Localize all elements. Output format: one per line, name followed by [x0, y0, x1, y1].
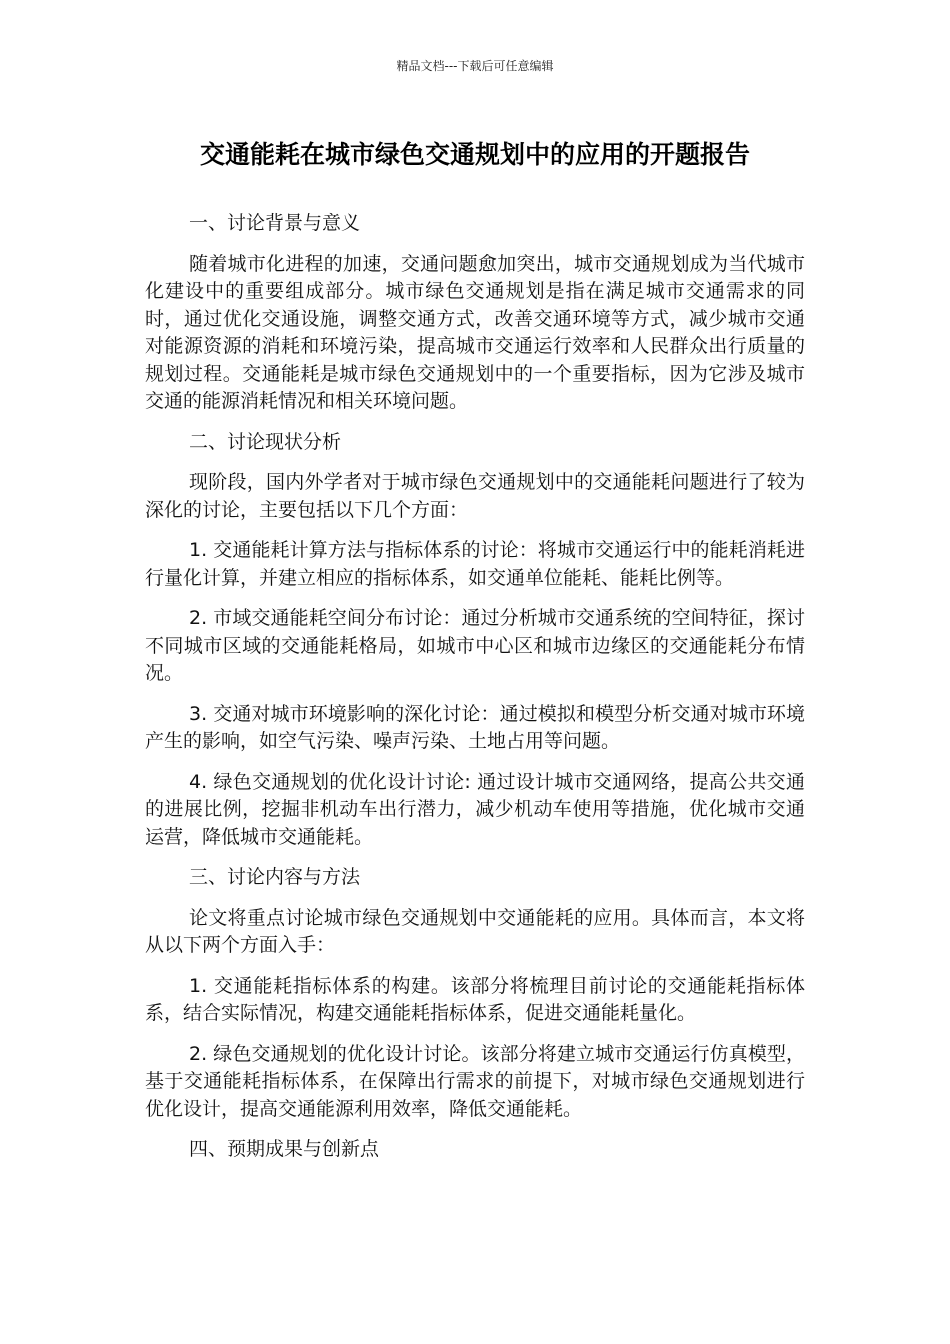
section-heading-content: 三、讨论内容与方法 — [189, 866, 361, 888]
paragraph-status-intro: 现阶段，国内外学者对于城市绿色交通规划中的交通能耗问题进行了较为深化的讨论，主要包括以下几个方面： — [145, 471, 805, 521]
paragraph-background: 随着城市化进程的加速，交通问题愈加突出，城市交通规划成为当代城市化建设中的重要组成部分。城市绿色交通规划是指在满足城市交通需求的同时，通过优化交通设施，调整交通方式，改善交通环境等方式，减少城市交通对能源资源的消耗和环境污染，提高城市交通运行效率和人民群众出行质量的规划过程。交通能耗是城市绿色交通规划中的一个重要指标，因为它涉及城市交通的能源消耗情况和相关环境问题。 — [145, 252, 805, 412]
list-item-status-4: 4. 绿色交通规划的优化设计讨论: 通过设计城市交通网络，提高公共交通的进展比例，挖掘非机动车出行潜力，减少机动车使用等措施，优化城市交通运营，降低城市交通能耗。 — [145, 770, 805, 848]
section-heading-outcomes: 四、预期成果与创新点 — [189, 1138, 380, 1160]
list-item-status-1: 1. 交通能耗计算方法与指标体系的讨论：将城市交通运行中的能耗消耗进行量化计算，并建立相应的指标体系，如交通单位能耗、能耗比例等。 — [145, 539, 805, 589]
section-heading-status: 二、讨论现状分析 — [189, 430, 342, 453]
section-heading-background: 一、讨论背景与意义 — [189, 212, 361, 234]
list-item-status-3: 3. 交通对城市环境影响的深化讨论：通过模拟和模型分析交通对城市环境产生的影响，如空气污染、噪声污染、土地占用等问题。 — [145, 702, 805, 752]
list-item-content-1: 1. 交通能耗指标体系的构建。该部分将梳理目前讨论的交通能耗指标体系，结合实际情况，构建交通能耗指标体系，促进交通能耗量化。 — [145, 974, 805, 1024]
list-item-status-2: 2. 市域交通能耗空间分布讨论：通过分析城市交通系统的空间特征，探讨不同城市区域的交通能耗格局，如城市中心区和城市边缘区的交通能耗分布情况。 — [145, 607, 805, 684]
document-body — [145, 210, 805, 1177]
header-note: 精品文档---下载后可任意编辑 — [396, 59, 554, 73]
list-item-content-2: 2. 绿色交通规划的优化设计讨论。该部分将建立城市交通运行仿真模型，基于交通能耗指标体系，在保障出行需求的前提下，对城市绿色交通规划进行优化设计，提高交通能源利用效率，降低交通能耗。 — [145, 1042, 805, 1120]
document-title: 交通能耗在城市绿色交通规划中的应用的开题报告 — [199, 140, 750, 169]
paragraph-content-intro: 论文将重点讨论城市绿色交通规划中交通能耗的应用。具体而言，本文将从以下两个方面入手： — [145, 906, 805, 956]
